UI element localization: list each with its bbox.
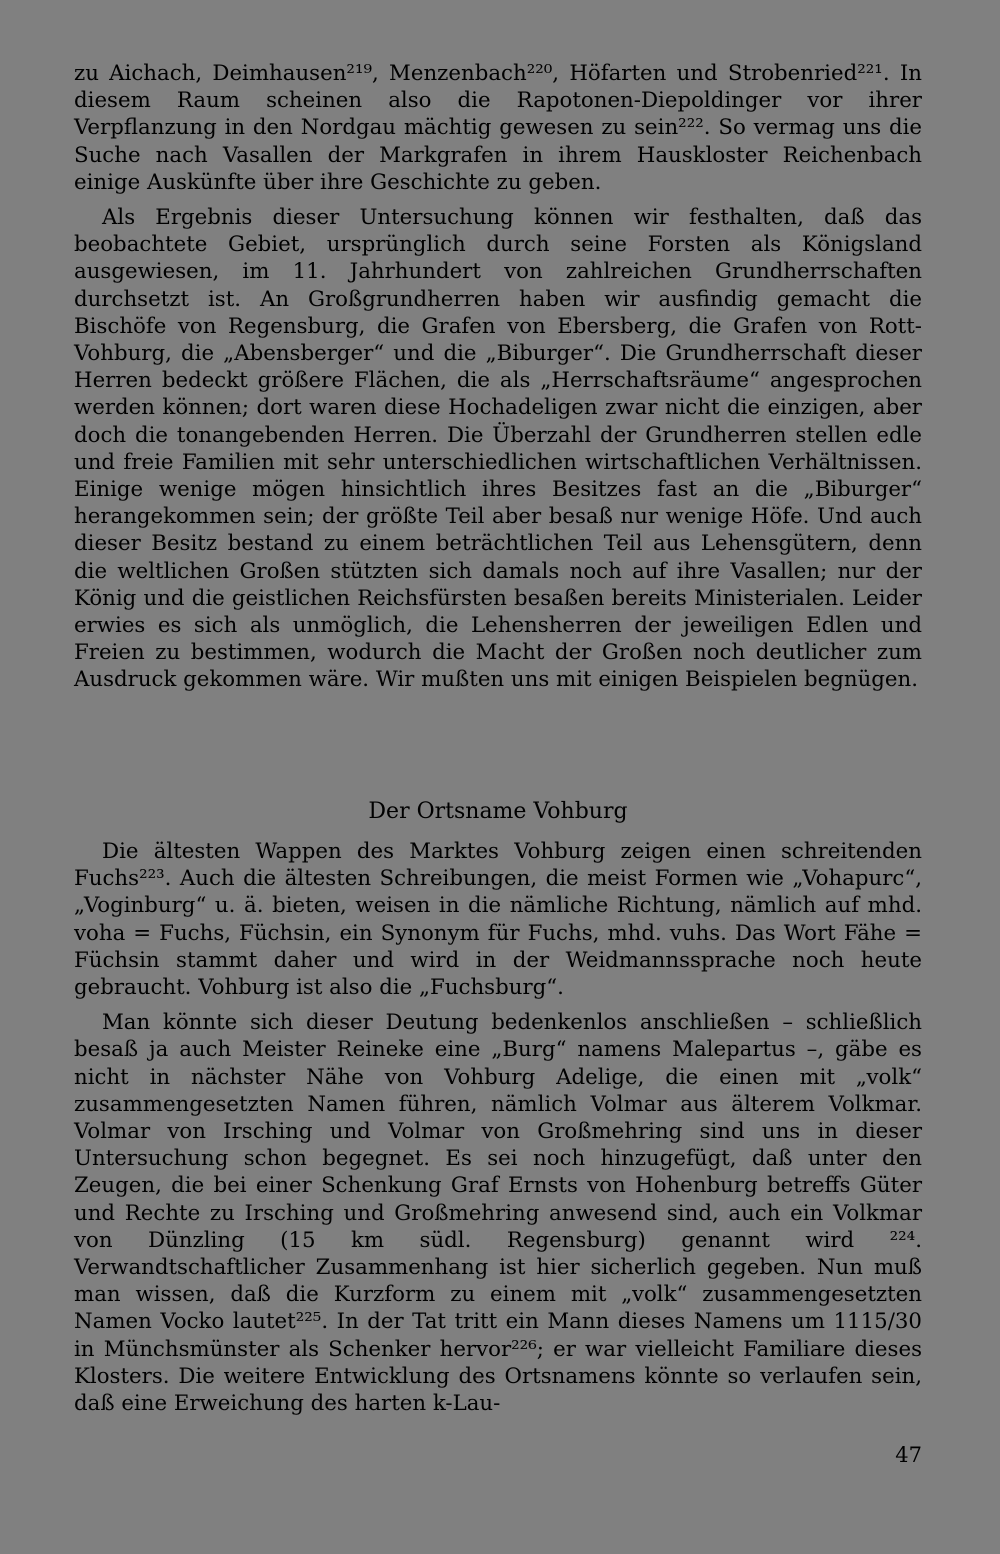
lower-text-block	[74, 838, 922, 1425]
paragraph: Man könnte sich dieser Deutung bedenkenlos anschließen – schließlich besaß ja auch Meister Reineke eine „Burg“ namens Malepartus –, gäbe es nicht in nächster Nähe von Vohburg Adelige, die einen mit „volk“ zusammengesetzten Namen führen, nämlich Volmar aus älterem Volkmar. Volmar von Irsching und Volmar von Großmehring sind uns in dieser Untersuchung schon begegnet. Es sei noch hinzugefügt, daß unter den Zeugen, die bei einer Schenkung Graf Ernsts von Hohenburg betreffs Güter und Rechte zu Irsching und Großmehring anwesend sind, auch ein Volkmar von Dünzling (15 km südl. Regensburg) genannt wird ²²⁴. Verwandtschaftlicher Zusammenhang ist hier sicherlich gegeben. Nun muß man wissen, daß die Kurzform zu einem mit „volk“ zusammengesetzten Namen Vocko lautet²²⁵. In der Tat tritt ein Mann dieses Namens um 1115/30 in Münchsmünster als Schenker hervor²²⁶; er war vielleicht Familiare dieses Klosters. Die weitere Entwicklung des Ortsnamens könnte so verlaufen sein, daß eine Erweichung des harten k-Lau-	[74, 1010, 922, 1417]
paragraph: Als Ergebnis dieser Untersuchung können wir festhalten, daß das beobachtete Gebiet, ursprünglich durch seine Forsten als Königsland ausgewiesen, im 11. Jahrhundert von zahlreichen Grundherrschaften durchsetzt ist. An Großgrundherren haben wir ausfindig gemacht die Bischöfe von Regensburg, die Grafen von Ebersberg, die Grafen von Rott-Vohburg, die „Abensberger“ und die „Biburger“. Die Grundherrschaft dieser Herren bedeckt größere Flächen, die als „Herrschaftsräume“ angesprochen werden können; dort waren diese Hochadeligen zwar nicht die einzigen, aber doch die tonangebenden Herren. Die Überzahl der Grundherren stellen edle und freie Familien mit sehr unterschiedlichen wirtschaftlichen Verhältnissen. Einige wenige mögen hinsichtlich ihres Besitzes fast an die „Biburger“ herangekommen sein; der größte Teil aber besaß nur wenige Höfe. Und auch dieser Besitz bestand zu einem beträchtlichen Teil aus Lehensgütern, denn die weltlichen Großen stützten sich damals noch auf ihre Vasallen; nur der König und die geistlichen Reichsfürsten besaßen bereits Ministerialen. Leider erwies es sich als unmöglich, die Lehensherren der jeweiligen Edlen und Freien zu bestimmen, wodurch die Macht der Großen noch deutlicher zum Ausdruck gekommen wäre. Wir mußten uns mit einigen Beispielen begnügen.	[74, 205, 922, 693]
paragraph: Die ältesten Wappen des Marktes Vohburg zeigen einen schreitenden Fuchs²²³. Auch die ältesten Schreibungen, die meist Formen wie „Vohapurc“, „Voginburg“ u. ä. bieten, weisen in die nämliche Richtung, nämlich auf mhd. voha = Fuchs, Füchsin, ein Synonym für Fuchs, mhd. vuhs. Das Wort Fähe = Füchsin stammt daher und wird in der Weidmannssprache noch heute gebraucht. Vohburg ist also die „Fuchsburg“.	[74, 839, 922, 1001]
page-number: 47	[895, 1443, 922, 1467]
section-heading: Der Ortsname Vohburg	[368, 799, 628, 824]
paragraph: zu Aichach, Deimhausen²¹⁹, Menzenbach²²⁰, Höfarten und Strobenried²²¹. In diesem Raum scheinen also die Rapotonen-Diepoldinger vor ihrer Verpflanzung in den Nordgau mächtig gewesen zu sein²²². So vermag uns die Suche nach Vasallen der Markgrafen in ihrem Hauskloster Reichenbach einige Auskünfte über ihre Geschichte zu geben.	[74, 61, 922, 195]
upper-text-block	[74, 60, 922, 702]
